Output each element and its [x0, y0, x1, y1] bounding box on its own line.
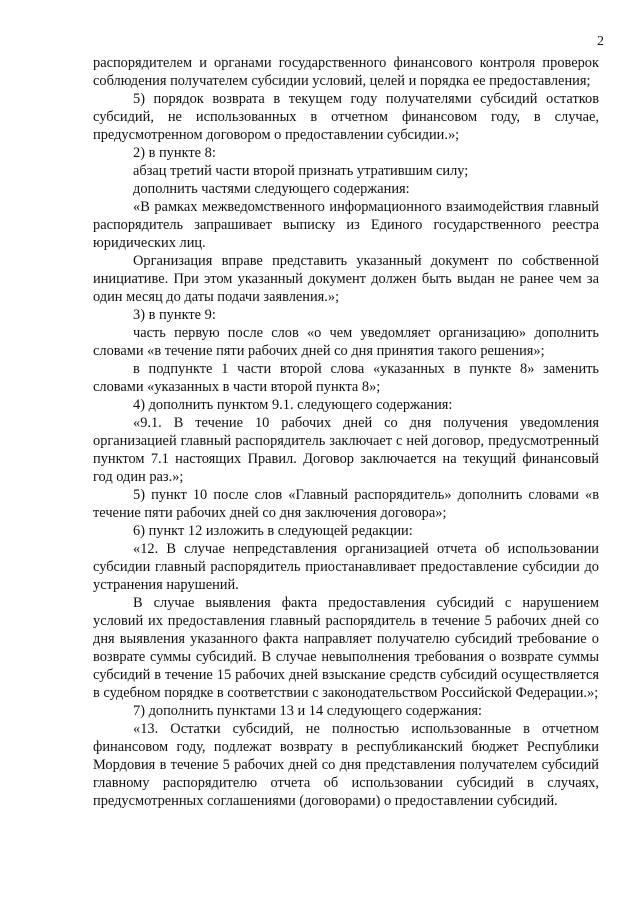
paragraph: 2) в пункте 8: — [133, 145, 216, 161]
paragraph: В случае выявления факта предоставления субсидий с нарушением условий их предоставления главный распорядитель в течение 5 рабочих дней со дня выявления указанного факта направляет получателю субсидий требование о возврате суммы субсидий. В случае невыполнения требования о возврате суммы субсидий в течение 15 рабочих дней взыскание средств субсидий осуществляется в судебном порядке в соответствии с законодательством Российской Федерации.»; — [93, 595, 599, 701]
paragraph: 6) пункт 12 изложить в следующей редакции: — [133, 523, 413, 539]
paragraph: часть первую после слов «о чем уведомляет организацию» дополнить словами «в течение пяти рабочих дней со дня принятия такого решения»; — [93, 325, 599, 359]
paragraph: 7) дополнить пунктами 13 и 14 следующего содержания: — [133, 703, 483, 719]
paragraph: 5) порядок возврата в текущем году получателями субсидий остатков субсидий, не использованных в отчетном финансовом году, в случае, предусмотренном договором о предоставлении субсидии.»; — [93, 91, 599, 143]
paragraph: «13. Остатки субсидий, не полностью использованные в отчетном финансовом году, подлежат возврату в республиканский бюджет Республики Мордовия в течение 5 рабочих дней со дня представления получателем субсидий главному распорядителю отчета об использовании субсидий в случаях, предусмотренных соглашениями (договорами) о предоставлении субсидий. — [93, 721, 599, 809]
paragraph: «12. В случае непредставления организацией отчета об использовании субсидии главный распорядитель приостанавливает предоставление субсидии до устранения нарушений. — [93, 541, 599, 593]
paragraph: 3) в пункте 9: — [133, 307, 216, 323]
paragraph: 5) пункт 10 после слов «Главный распорядитель» дополнить словами «в течение пяти рабочих дней со дня заключения договора»; — [93, 487, 599, 521]
paragraph: «В рамках межведомственного информационного взаимодействия главный распорядитель запрашивает выписку из Единого государственного реестра юридических лиц. — [93, 199, 599, 251]
paragraph: дополнить частями следующего содержания: — [133, 181, 410, 197]
paragraph: распорядителем и органами государственного финансового контроля проверок соблюдения получателем субсидии условий, целей и порядка ее предоставления; — [93, 55, 599, 89]
paragraph: 4) дополнить пунктом 9.1. следующего содержания: — [133, 397, 453, 413]
paragraph: абзац третий части второй признать утратившим силу; — [133, 163, 469, 179]
paragraph: Организация вправе представить указанный документ по собственной инициативе. При этом указанный документ должен быть выдан не ранее чем за один месяц до даты подачи заявления.»; — [93, 253, 599, 305]
paragraph: в подпункте 1 части второй слова «указанных в пункте 8» заменить словами «указанных в части второй пункта 8»; — [93, 361, 599, 395]
paragraph: «9.1. В течение 10 рабочих дней со дня получения уведомления организацией главный распорядитель заключает с ней договор, предусмотренный пунктом 7.1 настоящих Правил. Договор заключается на текущий финансовый год один раз.»; — [93, 415, 599, 485]
document-body — [93, 54, 599, 810]
page-number: 2 — [597, 34, 604, 49]
